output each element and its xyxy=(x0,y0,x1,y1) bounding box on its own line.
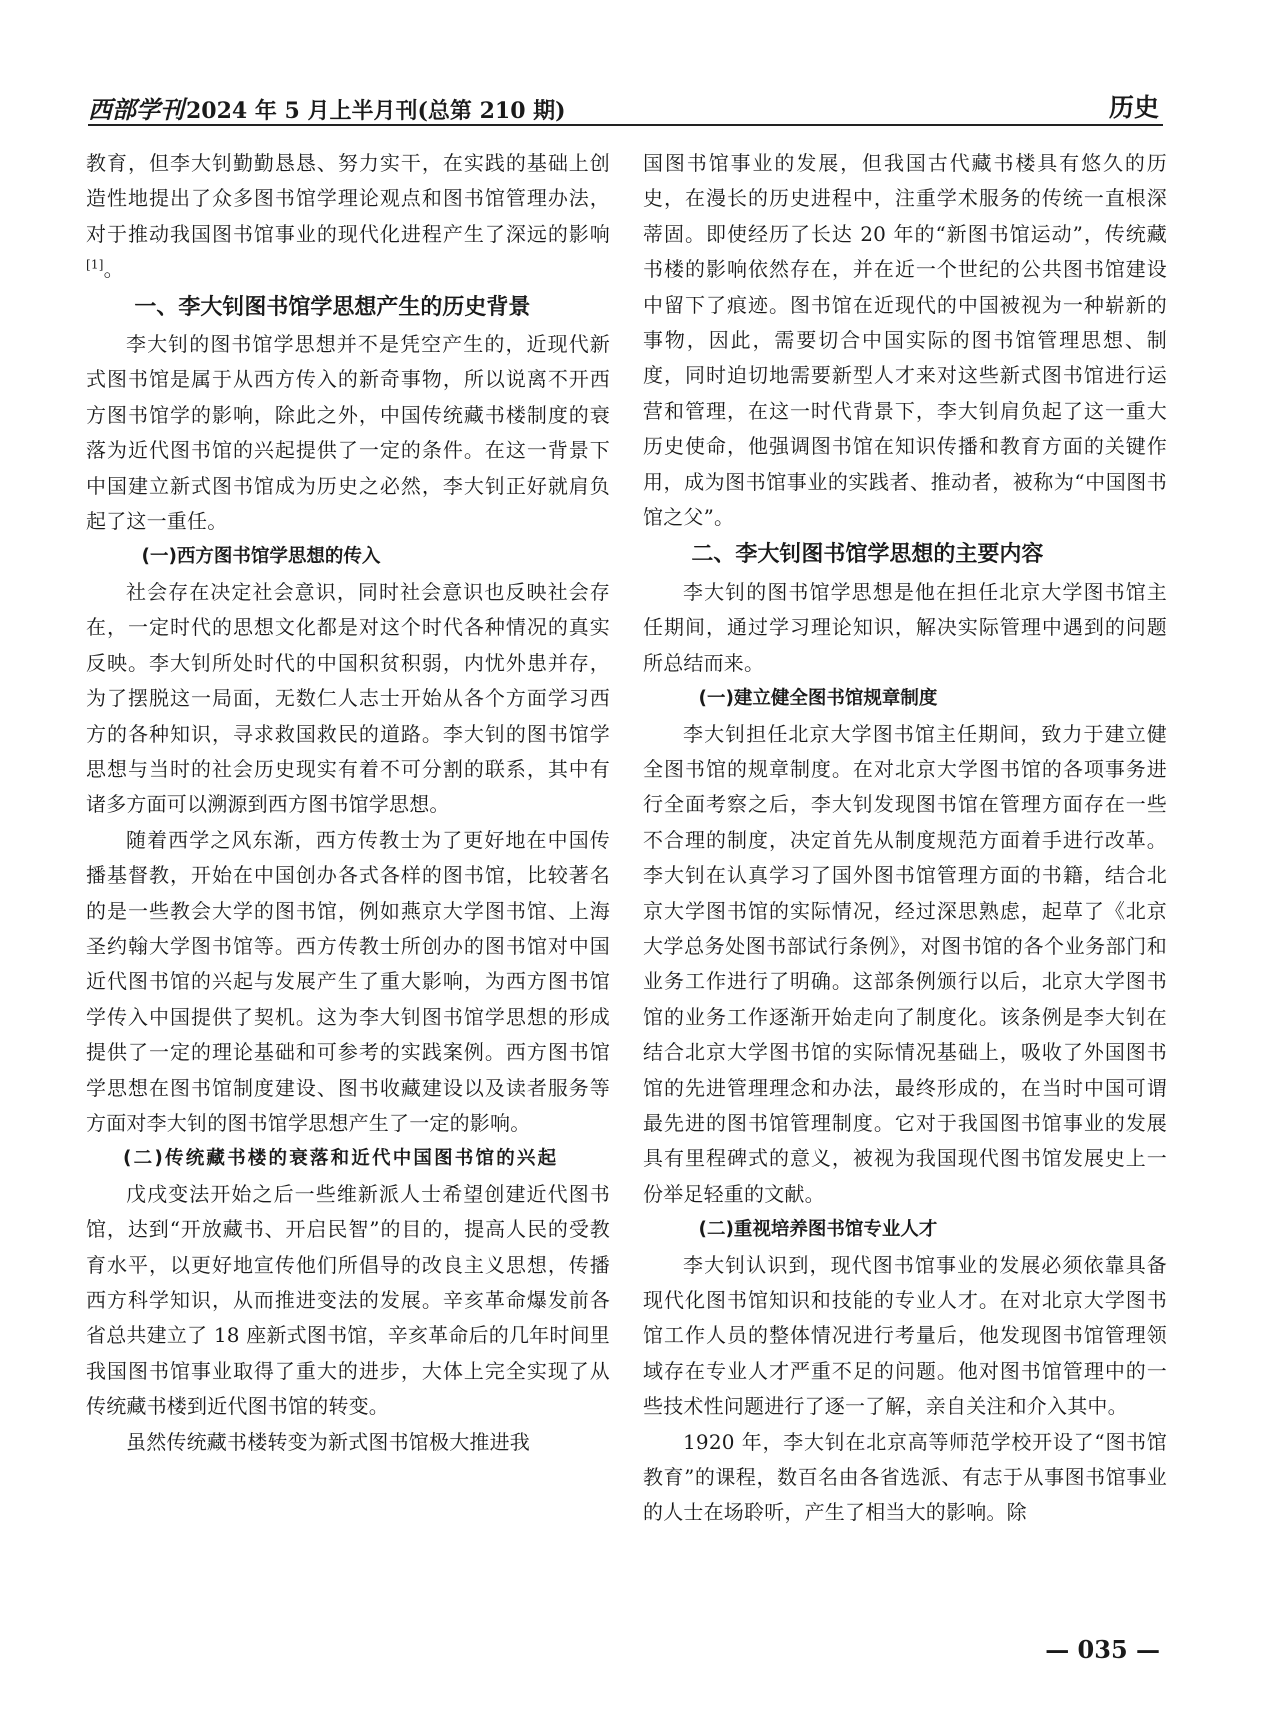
paragraph: 戊戌变法开始之后一些维新派人士希望创建近代图书馆，达到“开放藏书、开启民智”的目的，提高人民的受教育水平，以更好地宣传他们所倡导的改良主义思想，传播西方科学知识，从而推进变法的发展。辛亥革命爆发前各省总共建立了 18 座新式图书馆，辛亥革命后的几年时间里我国图书馆事业取得了重大的进步，大体上完全实现了从传统藏书楼到近代图书馆的转变。 xyxy=(86,1181,610,1419)
paragraph-text: 教育，但李大钊勤勤恳恳、努力实干，在实践的基础上创造性地提出了众多图书馆学理论观点和图书馆管理办法，对于推动我国图书馆事业的现代化进程产生了深远的影响 xyxy=(86,151,610,246)
section-heading: 二、李大钊图书馆学思想的主要内容 xyxy=(691,542,1044,568)
issue-label: 2024 年 5 月上半月刊(总第 210 期) xyxy=(186,98,566,124)
left-column xyxy=(86,146,610,1460)
paragraph: 社会存在决定社会意识，同时社会意识也反映社会存在，一定时代的思想文化都是对这个时代各种情况的真实反映。李大钊所处时代的中国积贫积弱，内忧外患并存，为了摆脱这一局面，无数仁人志士开始从各个方面学习西方的各种知识，寻求救国救民的道路。李大钊的图书馆学思想与当时的社会历史现实有着不可分割的联系，其中有诸多方面可以溯源到西方图书馆学思想。 xyxy=(86,579,610,817)
paragraph: 李大钊的图书馆学思想是他在担任北京大学图书馆主任期间，通过学习理论知识，解决实际管理中遇到的问题所总结而来。 xyxy=(643,579,1167,675)
paragraph xyxy=(86,146,610,288)
paragraph: 国图书馆事业的发展，但我国古代藏书楼具有悠久的历史，在漫长的历史进程中，注重学术服务的传统一直根深蒂固。即使经历了长达 20 年的“新图书馆运动”，传统藏书楼的影响依然存在，并在近一个世纪的公共图书馆建设中留下了痕迹。图书馆在近现代的中国被视为一种崭新的事物，因此，需要切合中国实际的图书馆管理思想、制度，同时迫切地需要新型人才来对这些新式图书馆进行运营和管理，在这一时代背景下，李大钊肩负起了这一重大历史使命，他强调图书馆在知识传播和教育方面的关键作用，成为图书馆事业的实践者、推动者，被称为“中国图书馆之父”。 xyxy=(643,151,1167,530)
citation-ref: [1] xyxy=(86,257,104,272)
page-number: — 035 — xyxy=(1045,1635,1160,1664)
paragraph: 1920 年，李大钊在北京高等师范学校开设了“图书馆教育”的课程，数百名由各省选派、有志于从事图书馆事业的人士在场聆听，产生了相当大的影响。除 xyxy=(643,1429,1167,1525)
paragraph: 随着西学之风东渐，西方传教士为了更好地在中国传播基督教，开始在中国创办各式各样的图书馆，比较著名的是一些教会大学的图书馆，例如燕京大学图书馆、上海圣约翰大学图书馆等。西方传教士所创办的图书馆对中国近代图书馆的兴起与发展产生了重大影响，为西方图书馆学传入中国提供了契机。这为李大钊图书馆学思想的形成提供了一定的理论基础和可参考的实践案例。西方图书馆学思想在图书馆制度建设、图书收藏建设以及读者服务等方面对李大钊的图书馆学思想产生了一定的影响。 xyxy=(86,827,610,1135)
right-column xyxy=(643,146,1167,1531)
paragraph: 李大钊担任北京大学图书馆主任期间，致力于建立健全图书馆的规章制度。在对北京大学图书馆的各项事务进行全面考察之后，李大钊发现图书馆在管理方面存在一些不合理的制度，决定首先从制度规范方面着手进行改革。李大钊在认真学习了国外图书馆管理方面的书籍，结合北京大学图书馆的实际情况，经过深思熟虑，起草了《北京大学总务处图书部试行条例》，对图书馆的各个业务部门和业务工作进行了明确。这部条例颁行以后，北京大学图书馆的业务工作逐渐开始走向了制度化。该条例是李大钊在结合北京大学图书馆的实际情况基础上，吸收了外国图书馆的先进管理理念和办法，最终形成的，在当时中国可谓最先进的图书馆管理制度。它对于我国图书馆事业的发展具有里程碑式的意义，被视为我国现代图书馆发展史上一份举足轻重的文献。 xyxy=(643,721,1167,1206)
subsection-heading: (一)西方图书馆学思想的传入 xyxy=(141,546,381,568)
journal-issue xyxy=(88,90,566,125)
paragraph: 李大钊认识到，现代图书馆事业的发展必须依靠具备现代化图书馆知识和技能的专业人才。在对北京大学图书馆工作人员的整体情况进行考量后，他发现图书馆管理领域存在专业人才严重不足的问题。他对图书馆管理中的一些技术性问题进行了逐一了解，亲自关注和介入其中。 xyxy=(643,1252,1167,1419)
section-label: 历史 xyxy=(1108,93,1159,122)
subsection-heading: (二)传统藏书楼的衰落和近代中国图书馆的兴起 xyxy=(123,1148,559,1170)
paragraph-text: 。 xyxy=(103,257,124,282)
page-header xyxy=(88,82,1163,126)
subsection-heading: (一)建立健全图书馆规章制度 xyxy=(698,688,938,710)
section-heading: 一、李大钊图书馆学思想产生的历史背景 xyxy=(134,294,531,320)
paragraph: 虽然传统藏书楼转变为新式图书馆极大推进我 xyxy=(126,1429,530,1454)
paragraph: 李大钊的图书馆学思想并不是凭空产生的，近现代新式图书馆是属于从西方传入的新奇事物，所以说离不开西方图书馆学的影响，除此之外，中国传统藏书楼制度的衰落为近代图书馆的兴起提供了一定的条件。在这一背景下中国建立新式图书馆成为历史之必然，李大钊正好就肩负起了这一重任。 xyxy=(86,332,610,534)
subsection-heading: (二)重视培养图书馆专业人才 xyxy=(698,1219,938,1241)
journal-logo: 西部学刊 xyxy=(88,95,184,124)
